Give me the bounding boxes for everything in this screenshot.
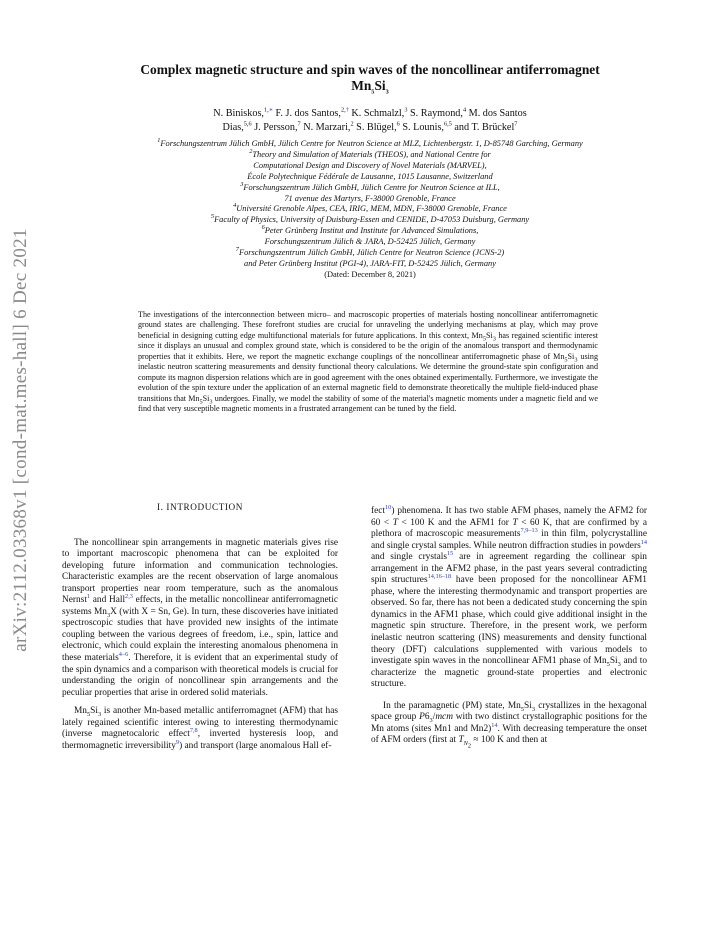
affiliation-3: $^3$Forschungszentrum Jülich GmbH, Jülich Centre for Neutron Science at ILL,: [240, 180, 500, 192]
section-heading-introduction: I. INTRODUCTION: [156, 502, 244, 512]
affiliation-6b: Forschungszentrum Jülich & JARA, D-52425 Jülich, Germany: [264, 237, 476, 247]
affiliation-7b: and Peter Grünberg Institut (PGI-4), JARA-FIT, D-52425 Jülich, Germany: [244, 258, 496, 268]
affiliation-1: $^1$Forschungszentrum Jülich GmbH, Jülich Centre for Neutron Science at MLZ, Lichtenbergstr. 1, D-85748 Garching, Germany: [157, 137, 583, 148]
authors-line-2: Dias,$^{5,6}$ J. Persson,$^7$ N. Marzari,$^2$ S. Blügel,$^6$ S. Lounis,$^{6,5}$ and T. Brückel$^7$: [222, 120, 518, 133]
affiliation-2c: École Polytechnique Fédérale de Lausanne, 1015 Lausanne, Switzerland: [247, 171, 493, 181]
affiliation-5: $^5$Faculty of Physics, University of Duisburg-Essen and CENIDE, D-47053 Duisburg, Germany: [210, 213, 530, 225]
arxiv-identifier: arXiv:2112.03368v1 [cond-mat.mes-hall] 6 Dec 2021: [10, 228, 31, 652]
dated-line: (Dated: December 8, 2021): [324, 269, 416, 279]
title-line-2: $Mn_5Si_3$: [351, 78, 389, 96]
authors-line-1: N. Biniskos,$^{1,∗}$ F. J. dos Santos,$^{2,\dagger}$ K. Schmalzl,$^3$ S. Raymond,$^4$ M. dos Santos: [213, 106, 527, 119]
intro-paragraph-2: $Mn_5Si_3$ is another Mn-based metallic antiferromagnet (AFM) that has lately regained scientific interest owing to interesting thermodynamic (inverse magnetocaloric effect$^{7,8}$, inverted hysteresis loop, and thermomagnetic irreversibility$^9$) and transport (large anomalous Hall ef-: [62, 706, 338, 751]
title-line-1: Complex magnetic structure and spin waves of the noncollinear antiferromagnet: [140, 62, 600, 77]
abstract: The investigations of the interconnection between micro– and macroscopic properties of materials hosting noncollinear antiferromagnetic ground states are challenging. These forefront studies are crucial for unraveling the underlying mechanisms at play, which may prove beneficial in designing cutting edge multifunctional materials for future applications. In this context, $Mn_5Si_3$ has regained scientific interest since it displays an unusual and complex ground state, which is considered to be the origin of the anomalous transport and thermodynamic properties that it exhibits. Here, we report the magnetic exchange couplings of the noncollinear antiferromagnetic phase of $Mn_5Si_3$ using inelastic neutron scattering measurements and density functional theory calculations. We determine the ground-state spin configuration and compute its magnon dispersion relations which are in good agreement with the ones obtained experimentally. Furthermore, we investigate the evolution of the spin texture under the application of an external magnetic field to demonstrate theoretically the multiple field-induced phase transitions that $Mn_5Si_3$ undergoes. Finally, we model the stability of some of the material's magnetic moments under a magnetic field and we find that very susceptible magnetic moments in a frustrated arrangement can be tuned by the field.: [138, 310, 598, 414]
intro-paragraph-2-cont: fect$^{10}$) phenomena. It has two stable AFM phases, namely the AFM2 for 60 < T < 100 K and the AFM1 for T < 60 K, that are confirmed by a plethora of macroscopic measurements$^{7,9-13}$ in thin film, polycrystalline and single crystal samples. While neutron diffraction studies in powders$^{14}$ and single crystals$^{15}$ are in agreement regarding the collinear spin arrangement in the AFM2 phase, in the past years several contradicting spin structures$^{14,16-18}$ have been proposed for the noncollinear AFM1 phase, where the interesting thermodynamic and transport properties are observed. So far, there has not been a dedicated study concerning the spin dynamics in the AFM1 phase, which could give additional insight in the magnetic spin structure. Therefore, in the present work, we perform inelastic neutron scattering (INS) measurements and density functional theory (DFT) calculations supplemented with various models to investigate spin waves in the noncollinear AFM1 phase of $Mn_5Si_3$ and to characterize the magnetic ground-state properties and electronic structure.: [371, 503, 647, 690]
affiliation-7: $^7$Forschungszentrum Jülich GmbH, Jülich Centre for Neutron Science (JCNS-2): [235, 246, 505, 258]
affiliation-3b: 71 avenue des Martyrs, F-38000 Grenoble, France: [284, 193, 456, 203]
right-column: [371, 503, 648, 750]
affiliation-4: $^4$Université Grenoble Alpes, CEA, IRIG, MEM, MDN, F-38000 Grenoble, France: [233, 202, 507, 214]
affiliation-2b: Computational Design and Discovery of Novel Materials (MARVEL),: [253, 160, 487, 170]
affiliations: [60, 139, 680, 281]
left-column: [62, 502, 338, 752]
affiliation-2: $^2$Theory and Simulation of Materials (THEOS), and National Centre for: [249, 148, 491, 159]
arxiv-sidebar-stamp: [6, 185, 36, 695]
affiliation-6: $^6$Peter Grünberg Institut and Institute for Advanced Simulations,: [261, 224, 479, 236]
intro-paragraph-3: In the paramagnetic (PM) state, $Mn_5Si_3$ crystallizes in the hexagonal space group $P6_3$/mcm with two distinct crystallographic positions for the Mn atoms (sites Mn1 and Mn2)$^{14}$. With decreasing temperature the onset of AFM orders (first at $T_{N_2} \approx 100$ K and then at: [371, 700, 648, 750]
intro-paragraph-1: The noncollinear spin arrangements in magnetic materials gives rise to important macroscopic phenomena that can be exploited for developing future information and communication technologies. Characteristic examples are the recent observation of large anomalous transport properties near room temperature, such as the anomalous Nernst$^1$ and Hall$^{2,3}$ effects, in the metallic noncollinear antiferromagnetic systems $Mn_3X$ (with X = Sn, Ge). In turn, these discoveries have initiated spectroscopic studies that have provided new insights of the intimate coupling between the various degrees of freedom, i.e., spin, lattice and electronic, which could explain the interesting anomalous phenomena in these materials$^{4-6}$. Therefore, it is evident that an experimental study of the spin dynamics and a comparison with theoretical models is crucial for understanding the origin of noncollinear spin arrangements and the peculiar properties that arise in ordered solid materials.: [62, 537, 339, 698]
author-list: [95, 107, 645, 134]
paper-title: [80, 62, 660, 94]
